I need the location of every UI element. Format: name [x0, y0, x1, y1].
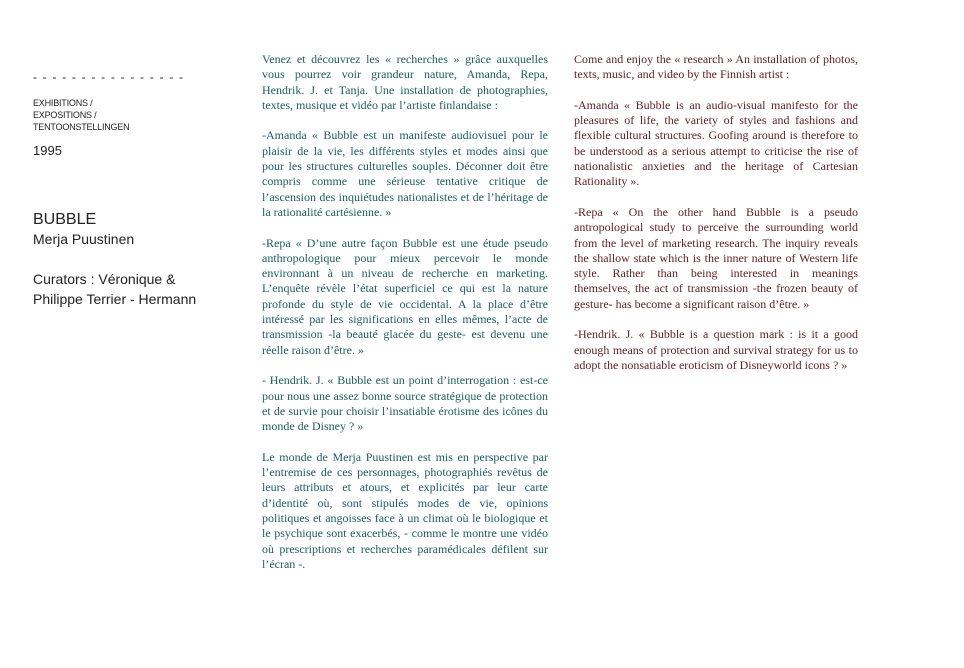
- section-label: [33, 97, 233, 133]
- section-label-line: TENTOONSTELLINGEN: [33, 122, 130, 132]
- exhibition-title: BUBBLE: [33, 211, 97, 228]
- section-label-line: EXPOSITIONS /: [33, 110, 97, 120]
- english-hendrik-paragraph: -Hendrik. J. « Bubble is a question mark : is it a good enough means of protection and survival strategy for us to adopt the nonsatiable eroticism of Disneyworld icons ? »: [574, 327, 858, 372]
- artist-name: Merja Puustinen: [33, 231, 135, 247]
- french-closing-paragraph: Le monde de Merja Puustinen est mis en perspective par l’entremise de ces personnages, photographiés revêtus de leurs attributs et atours, et explicités par leur carte d’identité où, sont stipulés modes de vie, opinions politiques et angoisses face à un climat où le biologique et le psychique sont exacerbés, - comme le montre une vidéo où prescriptions et recherches paramédicales défilent sur l’écran -.: [262, 449, 548, 571]
- exhibition-year: 1995: [33, 143, 62, 158]
- english-amanda-paragraph: -Amanda « Bubble is an audio-visual manifesto for the pleasures of life, the variety of styles and fashions and flexible cultural structures. Goofing around is therefore to be understood as a serious attempt to criticise the rise of nationalistic anxieties and the heritage of Cartesian Rationality ».: [574, 97, 858, 189]
- english-text-column: [574, 52, 858, 389]
- french-amanda-paragraph: -Amanda « Bubble est un manifeste audiovisuel pour le plaisir de la vie, les différents styles et modes ainsi que pour les structures culturelles souples. Déconner doit être compris comme une sérieuse tentative critique de l’ascension des inquiétudes nationalistes et de l’héritage de la rationalité cartésienne. »: [262, 128, 548, 219]
- english-repa-paragraph: -Repa « On the other hand Bubble is a pseudo antropological study to perceive the surrounding world from the level of marketing research. The inquiry reveals the shallow state which is the inner nature of Western life style. Rather than being interested in meanings themselves, the act of transmission -the frozen beauty of gesture- has become a significant raison d’être. »: [574, 204, 858, 311]
- french-repa-paragraph: -Repa « D’une autre façon Bubble est une étude pseudo anthropologique pour mieux percevoir le monde environnant à un niveau de recherche en marketing. L’enquête révèle l’état superficiel ce qui est la nature profonde du style de vie occidental. A la place d’être intéressé par les significations en elles mêmes, l’acte de transmission -la beauté glacée du geste- est devenu une réelle raison d’être. »: [262, 235, 548, 357]
- dashed-divider: - - - - - - - - - - - - - - - -: [33, 70, 185, 84]
- section-label-line: EXHIBITIONS /: [33, 98, 93, 108]
- curators-line: Curators : Véronique &: [33, 271, 176, 287]
- curators: [33, 269, 233, 309]
- curators-line: Philippe Terrier - Hermann: [33, 291, 197, 307]
- french-hendrik-paragraph: - Hendrik. J. « Bubble est un point d’interrogation : est-ce pour nous une assez bonne source stratégique de protection et de survie pour choisir l’insatiable érotisme des icônes du monde de Disney ? »: [262, 373, 548, 434]
- sidebar: [33, 70, 233, 309]
- french-intro-paragraph: Venez et découvrez les « recherches » grâce auxquelles vous pourrez voir grandeur nature, Amanda, Repa, Hendrik. J. et Tanja. Une installation de photographies, textes, musique et vidéo par l’artiste finlandaise :: [262, 52, 548, 112]
- english-intro-paragraph: Come and enjoy the « research » An installation of photos, texts, music, and video by the Finnish artist :: [574, 52, 858, 82]
- french-text-column: [262, 52, 548, 587]
